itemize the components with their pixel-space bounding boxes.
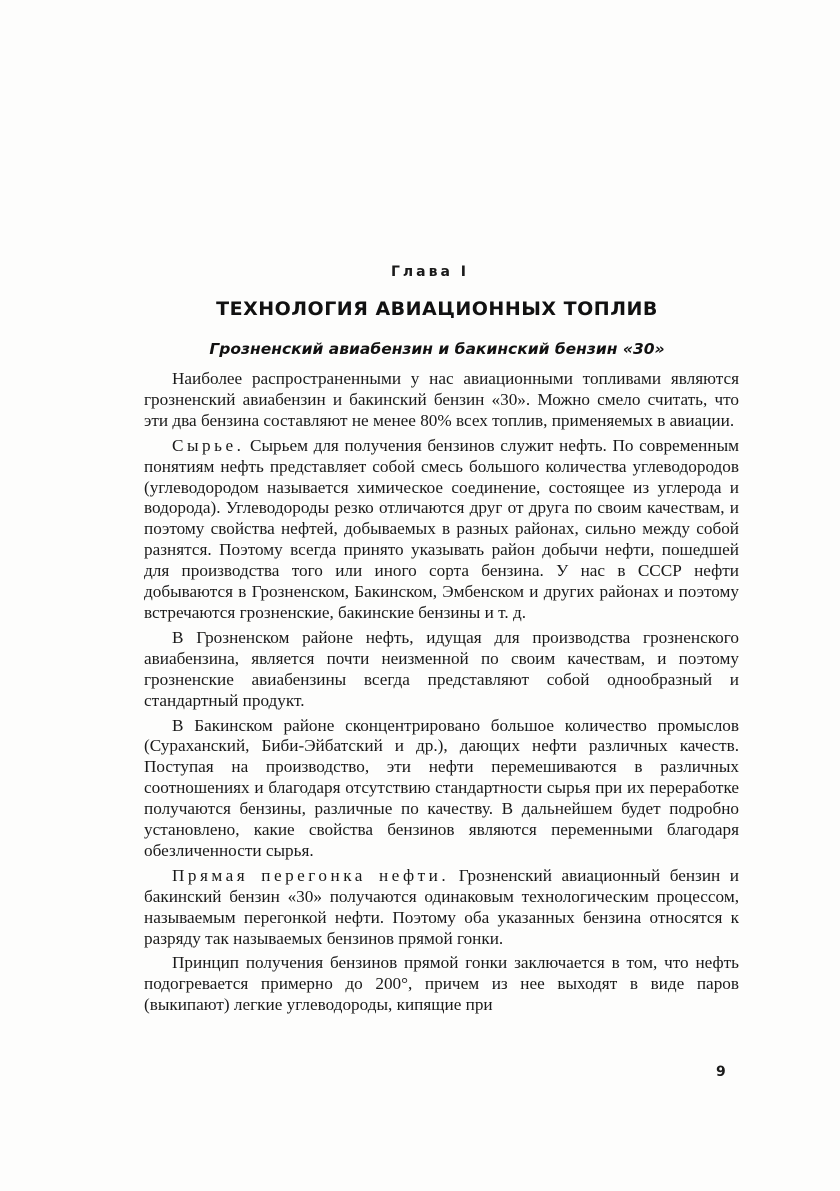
paragraph-lead: Сырье. <box>172 435 245 455</box>
paragraph-text: Грозненский авиационный бензин и бакинский бензин «30» получаются одинаковым технологическим процессом, называемым перегонкой нефти. Поэтому оба указанных бензина относятся к разряду так называемых бензинов прямой гонки. <box>144 865 739 948</box>
paragraph-text: Сырьем для получения бензинов служит нефть. По современным понятиям нефть представляет собой смесь большого количества углеводородов (углеводородом называется химическое соединение, состоящее из углерода и водорода). Углеводороды резко отличаются друг от друга по своим качествам, и поэтому свойства нефтей, добываемых в разных районах, сильно между собой разнятся. Поэтому всегда принято указывать район добычи нефти, пошедшей для производства того или иного сорта бензина. У нас в СССР нефти добываются в Грозненском, Бакинском, Эмбенском и других районах и поэтому встречаются грозненские, бакинские бензины и т. д. <box>144 435 739 622</box>
paragraph-text: В Грозненском районе нефть, идущая для производства грозненского авиабензина, является почти неизменной по своим качествам, и поэтому грозненские авиабензины всегда представляют собой однообразный и стандартный продукт. <box>144 627 739 710</box>
chapter-title: ТЕХНОЛОГИЯ АВИАЦИОННЫХ ТОПЛИВ <box>216 298 658 320</box>
body-text <box>144 369 739 1020</box>
paragraph <box>144 628 739 712</box>
paragraph <box>144 716 739 862</box>
paragraph-text: Принцип получения бензинов прямой гонки заключается в том, что нефть подогревается примерно до 200°, причем из нее выходят в виде паров (выкипают) легкие углеводороды, кипящие при <box>144 953 739 1015</box>
paragraph <box>144 953 739 1016</box>
page-number: 9 <box>716 1064 726 1080</box>
paragraph <box>144 866 739 950</box>
paragraph <box>144 369 739 432</box>
paragraph-lead: Прямая перегонка нефти. <box>172 865 450 885</box>
paragraph-text: Наиболее распространенными у нас авиационными топливами являются грозненский авиабензин и бакинский бензин «30». Можно смело считать, что эти два бензина составляют не менее 80% всех топлив, применяемых в авиации. <box>144 369 739 430</box>
paragraph <box>144 436 739 624</box>
paragraph-text: В Бакинском районе сконцентрировано большое количество промыслов (Сураханский, Биби-Эйбатский и др.), дающих нефти различных качеств. Поступая на производство, эти нефти перемешиваются в различных соотношениях и благодаря отсутствию стандартности сырья при их переработке получаются бензины, различные по качеству. В дальнейшем будет подробно установлено, какие свойства бензинов являются переменными благодаря обезличенности сырья. <box>144 715 739 860</box>
chapter-heading: Глава I <box>390 264 469 280</box>
section-subtitle: Грозненский авиабензин и бакинский бензин «30» <box>209 340 665 358</box>
